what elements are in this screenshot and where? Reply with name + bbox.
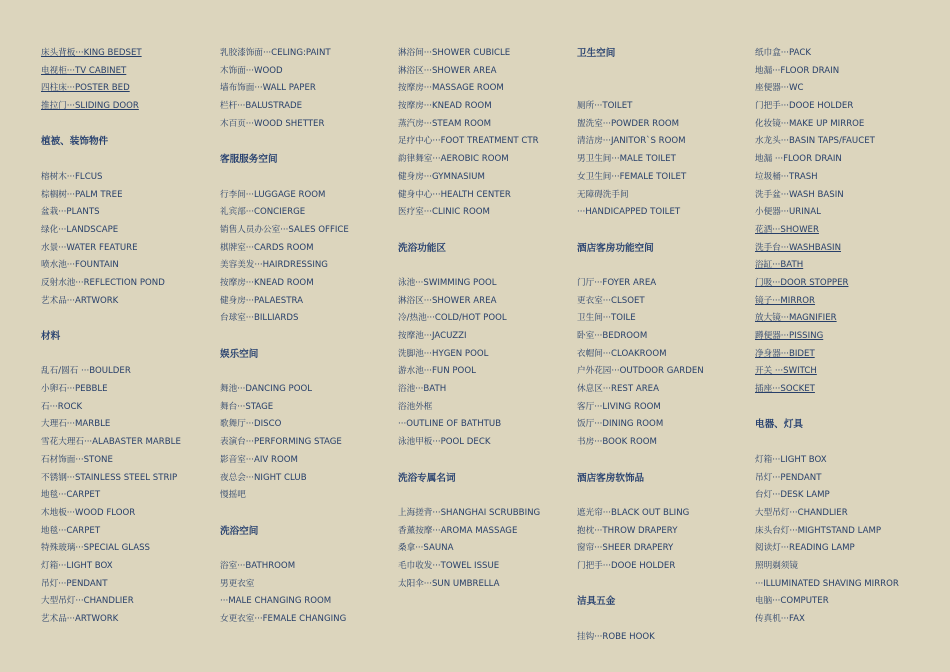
glossary-term: 墙布饰面···WALL PAPER: [220, 83, 316, 94]
glossary-term: 挂钩···ROBE HOOK: [577, 631, 655, 642]
glossary-term: 医疗室···CLINIC ROOM: [398, 207, 490, 218]
glossary-term: 浴缸···BATH: [755, 260, 804, 271]
section-heading: 洁具五金: [577, 596, 616, 608]
glossary-term: 大型吊灯···CHANDLIER: [41, 596, 134, 607]
glossary-term: 盆栽···PLANTS: [41, 207, 100, 218]
spacer: [41, 346, 219, 364]
glossary-term: 足疗中心···FOOT TREATMENT CTR: [398, 136, 539, 147]
glossary-term: 健身房···GYMNASIUM: [398, 171, 485, 182]
glossary-term: 女卫生间···FEMALE TOILET: [577, 171, 687, 182]
glossary-term: 木百页···WOOD SHETTER: [220, 118, 325, 129]
glossary-term: 淋浴间···SHOWER CUBICLE: [398, 48, 511, 58]
glossary-term: 蒸汽房···STEAM ROOM: [398, 118, 492, 129]
spacer: [577, 611, 755, 629]
glossary-term: 盥洗室···POWDER ROOM: [577, 118, 680, 129]
glossary-term: 纸巾盒···PACK: [755, 48, 811, 58]
spacer: [577, 487, 755, 505]
spacer: [755, 434, 933, 452]
glossary-term: 床头台灯···MIGHTSTAND LAMP: [755, 525, 882, 536]
glossary-term: 上海搓背···SHANGHAI SCRUBBING: [398, 507, 541, 518]
glossary-term: 休息区···REST AREA: [577, 384, 659, 395]
glossary-term: 门吸···DOOR STOPPER: [755, 277, 849, 288]
glossary-term: 大理石···MARBLE: [41, 419, 111, 430]
glossary-term: 健身中心···HEALTH CENTER: [398, 189, 511, 200]
glossary-term: 反射水池···REFLECTION POND: [41, 277, 165, 288]
section-heading: 卫生空间: [577, 48, 616, 59]
glossary-column-1: [41, 45, 219, 629]
glossary-term: 影音室···AIV ROOM: [220, 454, 298, 465]
glossary-term: 浴池外框: [398, 401, 433, 412]
glossary-term: 书房···BOOK ROOM: [577, 437, 657, 448]
glossary-term: 冷/热池···COLD/HOT POOL: [398, 313, 507, 324]
glossary-term: 四柱床···POSTER BED: [41, 83, 130, 94]
glossary-term: 美容美发···HAIRDRESSING: [220, 260, 328, 271]
glossary-term: 电视柜···TV CABINET: [41, 65, 127, 76]
glossary-term: 吊灯···PENDANT: [41, 578, 108, 589]
glossary-term: 喷水池···FOUNTAIN: [41, 260, 119, 271]
glossary-term: 女更衣室···FEMALE CHANGING: [220, 614, 347, 624]
spacer: [398, 452, 576, 470]
glossary-column-3: [398, 45, 576, 593]
glossary-term: 门把手···DOOE HOLDER: [755, 101, 854, 112]
spacer: [220, 540, 398, 558]
glossary-term: ···HANDICAPPED TOILET: [577, 207, 681, 218]
glossary-term: 雪花大理石···ALABASTER MARBLE: [41, 437, 181, 448]
spacer: [41, 310, 219, 328]
glossary-term: 洗脚池···HYGEN POOL: [398, 348, 489, 359]
glossary-term: 香薰按摩···AROMA MASSAGE: [398, 525, 518, 536]
glossary-term: 床头背板···KING BEDSET: [41, 48, 142, 58]
glossary-term: 卫生间···TOILE: [577, 313, 636, 324]
spacer: [220, 169, 398, 187]
glossary-term: 化妆镜···MAKE UP MIRROE: [755, 118, 865, 129]
glossary-term: 垃圾桶···TRASH: [755, 171, 818, 182]
glossary-term: 大型吊灯···CHANDLIER: [755, 507, 848, 518]
glossary-term: 栏杆···BALUSTRADE: [220, 101, 303, 112]
glossary-term: 抱枕···THROW DRAPERY: [577, 525, 678, 536]
spacer: [577, 80, 755, 98]
glossary-term: 台球室···BILLIARDS: [220, 313, 299, 324]
glossary-column-5: [755, 45, 933, 629]
glossary-term: 门把手···DOOE HOLDER: [577, 560, 676, 571]
spacer: [577, 452, 755, 470]
section-heading: 酒店客房功能空间: [577, 242, 654, 254]
section-heading: 洗浴空间: [220, 525, 259, 537]
glossary-term: 厕所···TOILET: [577, 101, 633, 112]
glossary-term: 门厅···FOYER AREA: [577, 277, 657, 288]
glossary-term: 插座···SOCKET: [755, 384, 815, 395]
glossary-term: 台灯···DESK LAMP: [755, 490, 830, 501]
spacer: [220, 328, 398, 346]
glossary-term: 窗帘···SHEER DRAPERY: [577, 543, 674, 554]
glossary-term: 地毯···CARPET: [41, 490, 101, 501]
section-heading: 酒店客房软饰品: [577, 472, 645, 484]
glossary-term: 木饰面···WOOD: [220, 65, 283, 76]
glossary-term: 销售人员办公室···SALES OFFICE: [220, 224, 349, 235]
section-heading: 材料: [41, 331, 61, 342]
glossary-term: 泳池甲板···POOL DECK: [398, 437, 491, 448]
glossary-term: 游水池···FUN POOL: [398, 366, 476, 377]
glossary-term: 吊灯···PENDANT: [755, 472, 822, 483]
glossary-term: 按摩房···MASSAGE ROOM: [398, 83, 504, 94]
spacer: [41, 151, 219, 169]
glossary-term: 男更衣室: [220, 578, 255, 589]
glossary-term: 按摩池···JACUZZI: [398, 331, 467, 341]
section-heading: 电器、灯具: [755, 419, 803, 431]
glossary-term: 户外花园···OUTDOOR GARDEN: [577, 366, 704, 377]
glossary-term: 净身器···BIDET: [755, 348, 815, 359]
glossary-term: 无障碍洗手间: [577, 189, 629, 200]
section-heading: 洗浴功能区: [398, 242, 446, 254]
glossary-term: 洗手盆···WASH BASIN: [755, 189, 844, 200]
spacer: [220, 505, 398, 523]
glossary-term: 淋浴区···SHOWER AREA: [398, 295, 497, 306]
glossary-term: 开关 ···SWITCH: [755, 366, 817, 377]
spacer: [398, 257, 576, 275]
spacer: [577, 63, 755, 81]
glossary-term: 艺术品···ARTWORK: [41, 614, 119, 624]
glossary-term: 地毯···CARPET: [41, 525, 101, 536]
glossary-term: 行李间···LUGGAGE ROOM: [220, 189, 326, 200]
glossary-term: 小便器···URINAL: [755, 207, 821, 218]
glossary-term: 健身房···PALAESTRA: [220, 295, 303, 306]
glossary-term: 乱石/圆石 ···BOULDER: [41, 366, 131, 377]
glossary-term: 绿化···LANDSCAPE: [41, 224, 119, 235]
glossary-term: 石材饰面···STONE: [41, 454, 113, 465]
glossary-term: 浴室···BATHROOM: [220, 560, 296, 571]
spacer: [755, 399, 933, 417]
glossary-term: 毛巾收发···TOWEL ISSUE: [398, 560, 500, 571]
glossary-term: ···ILLUMINATED SHAVING MIRROR: [755, 578, 899, 589]
glossary-term: 灯箱···LIGHT BOX: [41, 560, 113, 571]
glossary-term: ···OUTLINE OF BATHTUB: [398, 419, 502, 430]
glossary-term: 水龙头···BASIN TAPS/FAUCET: [755, 136, 875, 147]
glossary-term: 遮光帘···BLACK OUT BLING: [577, 507, 690, 518]
glossary-term: 不锈钢···STAINLESS STEEL STRIP: [41, 472, 178, 483]
glossary-term: 衣帽间···CLOAKROOM: [577, 348, 667, 359]
glossary-term: 小卵石···PEBBLE: [41, 384, 108, 395]
glossary-term: 特殊玻璃···SPECIAL GLASS: [41, 543, 151, 554]
glossary-term: 卧室···BEDROOM: [577, 331, 648, 341]
glossary-term: 照明剃须镜: [755, 560, 798, 571]
glossary-term: 按摩房···KNEAD ROOM: [220, 277, 314, 288]
glossary-term: 座便器···WC: [755, 83, 804, 94]
spacer: [398, 487, 576, 505]
glossary-term: 舞台···STAGE: [220, 401, 274, 412]
glossary-term: 礼宾部···CONCIERGE: [220, 207, 306, 218]
glossary-term: 表演台···PERFORMING STAGE: [220, 437, 342, 448]
section-heading: 娱乐空间: [220, 348, 259, 360]
spacer: [220, 363, 398, 381]
glossary-term: 水景···WATER FEATURE: [41, 242, 138, 253]
spacer: [398, 222, 576, 240]
glossary-term: 歌舞厅···DISCO: [220, 419, 282, 430]
section-heading: 植被、装饰物件: [41, 136, 109, 148]
glossary-term: 棕榈树···PALM TREE: [41, 189, 123, 200]
spacer: [577, 257, 755, 275]
glossary-term: 花洒···SHOWER: [755, 224, 819, 235]
glossary-term: 推拉门···SLIDING DOOR: [41, 101, 139, 112]
glossary-term: 桑拿···SAUNA: [398, 543, 454, 554]
section-heading: 洗浴专属名词: [398, 472, 456, 484]
glossary-term: 灯箱···LIGHT BOX: [755, 454, 827, 465]
glossary-term: 乳胶漆饰面···CELING:PAINT: [220, 48, 331, 58]
glossary-term: 慢摇吧: [220, 490, 246, 501]
glossary-term: 韵律舞室···AEROBIC ROOM: [398, 154, 509, 165]
glossary-term: 淋浴区···SHOWER AREA: [398, 65, 497, 76]
glossary-term: ···MALE CHANGING ROOM: [220, 596, 332, 607]
glossary-term: 浴池···BATH: [398, 384, 447, 395]
glossary-term: 地漏···FLOOR DRAIN: [755, 65, 840, 76]
glossary-term: 镜子···MIRROR: [755, 295, 816, 306]
glossary-term: 艺术品···ARTWORK: [41, 295, 119, 306]
spacer: [220, 133, 398, 151]
glossary-term: 石···ROCK: [41, 401, 83, 412]
spacer: [577, 576, 755, 594]
glossary-term: 按摩房···KNEAD ROOM: [398, 101, 492, 112]
glossary-term: 更衣室···CLSOET: [577, 295, 645, 306]
glossary-term: 阅读灯···READING LAMP: [755, 543, 855, 554]
section-heading: 客服服务空间: [220, 154, 278, 166]
glossary-term: 电脑···COMPUTER: [755, 596, 829, 607]
glossary-term: 地漏 ···FLOOR DRAIN: [755, 154, 842, 165]
glossary-column-4: [577, 45, 755, 646]
glossary-term: 夜总会···NIGHT CLUB: [220, 472, 307, 483]
glossary-term: 榕树木···FLCUS: [41, 171, 103, 182]
spacer: [577, 222, 755, 240]
glossary-term: 洗手台···WASHBASIN: [755, 242, 841, 253]
glossary-term: 放大镜···MAGNIFIER: [755, 313, 837, 324]
glossary-term: 男卫生间···MALE TOILET: [577, 154, 676, 165]
glossary-term: 舞池···DANCING POOL: [220, 384, 313, 395]
spacer: [41, 116, 219, 134]
glossary-term: 棋牌室···CARDS ROOM: [220, 242, 314, 253]
glossary-term: 泳池···SWIMMING POOL: [398, 277, 497, 288]
glossary-term: 木地板···WOOD FLOOR: [41, 507, 136, 518]
glossary-term: 清洁房···JANITOR`S ROOM: [577, 136, 686, 147]
glossary-term: 客厅···LIVING ROOM: [577, 401, 661, 412]
glossary-term: 蹲便器···PISSING: [755, 331, 824, 341]
glossary-term: 传真机···FAX: [755, 614, 805, 624]
glossary-term: 太阳伞···SUN UMBRELLA: [398, 578, 500, 589]
glossary-column-2: [220, 45, 398, 629]
glossary-term: 饭厅···DINING ROOM: [577, 419, 664, 430]
